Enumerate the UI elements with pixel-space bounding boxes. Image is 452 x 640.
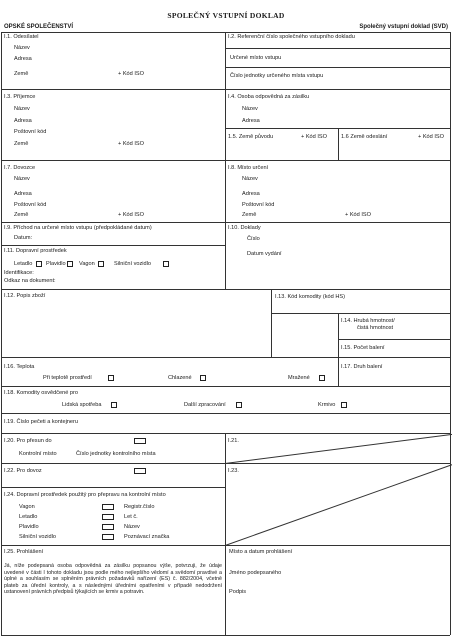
i18-human-checkbox[interactable] <box>111 402 117 408</box>
i6-label: 1.6 Země odeslání <box>341 134 388 140</box>
row-line-4 <box>1 245 225 246</box>
i11-aircraft: Letadlo <box>14 261 33 267</box>
i18-processing-checkbox[interactable] <box>236 402 242 408</box>
i18-feed: Krmivo <box>318 402 336 408</box>
i2-label: I.2. Referenční číslo společného vstupního dokladu <box>228 34 355 40</box>
i25-declaration-text: Já, níže podepsaná osoba odpovědná za zásilku popsanou výše, potvrzuji, že údaje uvedené v části I tohoto dokladu jsou podle mého nejlepšího vědomí a svědomí pravdivé a úplné a souhlasím se splněním právních požadavků nařízení (ES) č. 882/2004, včetně plateb za úřední kontroly, a s následnými úředními opatřeními v případě nedodržení ustanovení právních předpisů týkajících se krmiv a potravin. <box>4 563 222 596</box>
i23-left-line <box>225 463 226 545</box>
i13-label: I.13. Kód komodity (kód HS) <box>275 294 345 300</box>
i24-reg: Registr.číslo <box>124 504 155 510</box>
i7-label: I.7. Dovozce <box>4 165 36 171</box>
row-line-7 <box>1 386 450 387</box>
i11-wagon-checkbox[interactable] <box>98 261 104 267</box>
i11-ship-checkbox[interactable] <box>67 261 73 267</box>
i3-postal: Poštovní kód <box>14 129 47 135</box>
i24-wagon-box[interactable] <box>102 504 114 510</box>
i11-ship: Plavidlo <box>46 261 66 267</box>
i22-box[interactable] <box>134 468 146 474</box>
i10-label: I.10. Doklady <box>228 225 261 231</box>
i5-iso: + Kód ISO <box>301 134 327 140</box>
i24-aircraft-box[interactable] <box>102 514 114 520</box>
i1-address: Adresa <box>14 56 32 62</box>
i24-aircraft: Letadlo <box>19 514 38 520</box>
header-left: OPSKÉ SPOLEČENSTVÍ <box>4 24 74 30</box>
i14-bottom <box>338 339 450 340</box>
i24-ship: Plavidlo <box>19 524 39 530</box>
i8-postal: Poštovní kód <box>242 202 275 208</box>
i25-place-date: Místo a datum prohlášení <box>229 549 293 555</box>
header-right: Společný vstupní doklad (SVD) <box>359 24 448 30</box>
i16-frozen: Mražené <box>288 375 310 381</box>
i14-left-line <box>338 313 339 357</box>
i18-human: Lidská spotřeba <box>62 402 102 408</box>
i11-aircraft-checkbox[interactable] <box>36 261 42 267</box>
i17-left-line <box>338 357 339 386</box>
i3-country: Země <box>14 141 29 147</box>
row-line-5 <box>1 289 450 290</box>
frame-right <box>450 32 451 635</box>
i10-issue-date: Datum vydání <box>247 251 282 257</box>
i8-country: Země <box>242 212 257 218</box>
i1-country: Země <box>14 71 29 77</box>
i24-flight: Let č. <box>124 514 138 520</box>
i21-label: I.21. <box>228 438 239 444</box>
i18-label: I.18. Komodity osvědčené pro <box>4 390 79 396</box>
i24-ship-box[interactable] <box>102 524 114 530</box>
i24-wagon: Vagon <box>19 504 35 510</box>
i10-number: Číslo <box>247 236 260 242</box>
i21-diagonal <box>225 433 452 464</box>
i7-country: Země <box>14 212 29 218</box>
i7-address: Adresa <box>14 191 32 197</box>
i24-name: Název <box>124 524 140 530</box>
i18-feed-checkbox[interactable] <box>341 402 347 408</box>
i18-processing: Další zpracování <box>184 402 226 408</box>
i11-road: Silniční vozidlo <box>114 261 151 267</box>
i11-label: I.11. Dopravní prostředek <box>4 248 67 254</box>
i22-label: I.22. Pro dovoz <box>4 468 42 474</box>
i25-divider <box>225 545 226 635</box>
i12-label: I.12. Popis zboží <box>4 293 46 299</box>
i9-date: Datum: <box>14 235 33 241</box>
i25-signature: Podpis <box>229 589 247 595</box>
i3-name: Název <box>14 106 30 112</box>
i23-label: I.23. <box>228 468 239 474</box>
i2-entry-point: Určené místo vstupu <box>230 55 282 61</box>
i2-line-b <box>225 67 450 68</box>
i14-label-2: čistá hmotnost <box>357 325 394 331</box>
i3-label: I.3. Příjemce <box>4 94 36 100</box>
row-line-8 <box>1 413 450 414</box>
i1-iso: + Kód ISO <box>118 71 144 77</box>
row-line-2 <box>1 160 450 161</box>
i1-name: Název <box>14 45 30 51</box>
i25-signer: Jméno podepsaného <box>229 570 282 576</box>
i5-label: 1.5. Země původu <box>228 134 274 140</box>
row-line-6 <box>1 357 450 358</box>
i8-iso: + Kód ISO <box>345 212 371 218</box>
i11-wagon: Vagon <box>79 261 95 267</box>
i16-label: I.16. Teplota <box>4 364 35 370</box>
i9-label: I.9. Příchod na určené místo vstupu (předpokládané datum) <box>4 225 152 231</box>
i3-iso: + Kód ISO <box>118 141 144 147</box>
i7-name: Název <box>14 176 30 182</box>
row-line-11 <box>1 487 225 488</box>
i11-ident: Identifikace: <box>4 270 34 276</box>
document-title: SPOLEČNÝ VSTUPNÍ DOKLAD <box>167 11 285 20</box>
i13-bottom <box>271 313 450 314</box>
i4-address: Adresa <box>242 118 260 124</box>
i16-ambient: Při teplotě prostředí <box>43 375 92 381</box>
i20-unit-number: Číslo jednotky kontrolního místa <box>76 451 156 457</box>
i11-road-checkbox[interactable] <box>163 261 169 267</box>
i2-line-a <box>225 48 450 49</box>
i14-label-1: I.14. Hrubá hmotnost/ <box>341 318 395 324</box>
i20-box[interactable] <box>134 438 146 444</box>
frame-bottom <box>1 635 450 636</box>
i6-iso: + Kód ISO <box>418 134 444 140</box>
i23-diagonal <box>225 463 452 546</box>
i20-label: I.20. Pro přesun do <box>4 438 52 444</box>
i8-name: Název <box>242 176 258 182</box>
i7-iso: + Kód ISO <box>118 212 144 218</box>
i16-chilled-checkbox[interactable] <box>200 375 206 381</box>
i17-label: I.17. Druh balení <box>341 364 383 370</box>
i8-label: I.8. Místo určení <box>228 165 269 171</box>
i8-address: Adresa <box>242 191 260 197</box>
i16-chilled: Chlazené <box>168 375 192 381</box>
i24-road: Silniční vozidlo <box>19 534 56 540</box>
i7-postal: Poštovní kód <box>14 202 47 208</box>
i19-label: I.19. Číslo pečeti a kontejneru <box>4 419 79 425</box>
row-line-1 <box>1 89 450 90</box>
i20-control-point: Kontrolní místo <box>19 451 57 457</box>
i24-road-box[interactable] <box>102 534 114 540</box>
i24-mark: Poznávací značka <box>124 534 170 540</box>
i25-label: I.25. Prohlášení <box>4 549 44 555</box>
i1-label: I.1. Odesílatel <box>4 34 39 40</box>
i16-frozen-checkbox[interactable] <box>319 375 325 381</box>
i4-label: I.4. Osoba odpovědná za zásilku <box>228 94 310 100</box>
i15-label: I.15. Počet balení <box>341 345 385 351</box>
i12-right-line <box>271 289 272 357</box>
i5-i6-divider <box>338 128 339 160</box>
i16-ambient-checkbox[interactable] <box>108 375 114 381</box>
i24-label: I.24. Dopravní prostředek použitý pro přepravu na kontrolní místo <box>4 492 166 498</box>
i4-name: Název <box>242 106 258 112</box>
row-line-3 <box>1 222 450 223</box>
i3-address: Adresa <box>14 118 32 124</box>
i2-unit-number: Číslo jednotky určeného místa vstupu <box>230 73 324 79</box>
i11-ref: Odkaz na dokument: <box>4 278 56 284</box>
